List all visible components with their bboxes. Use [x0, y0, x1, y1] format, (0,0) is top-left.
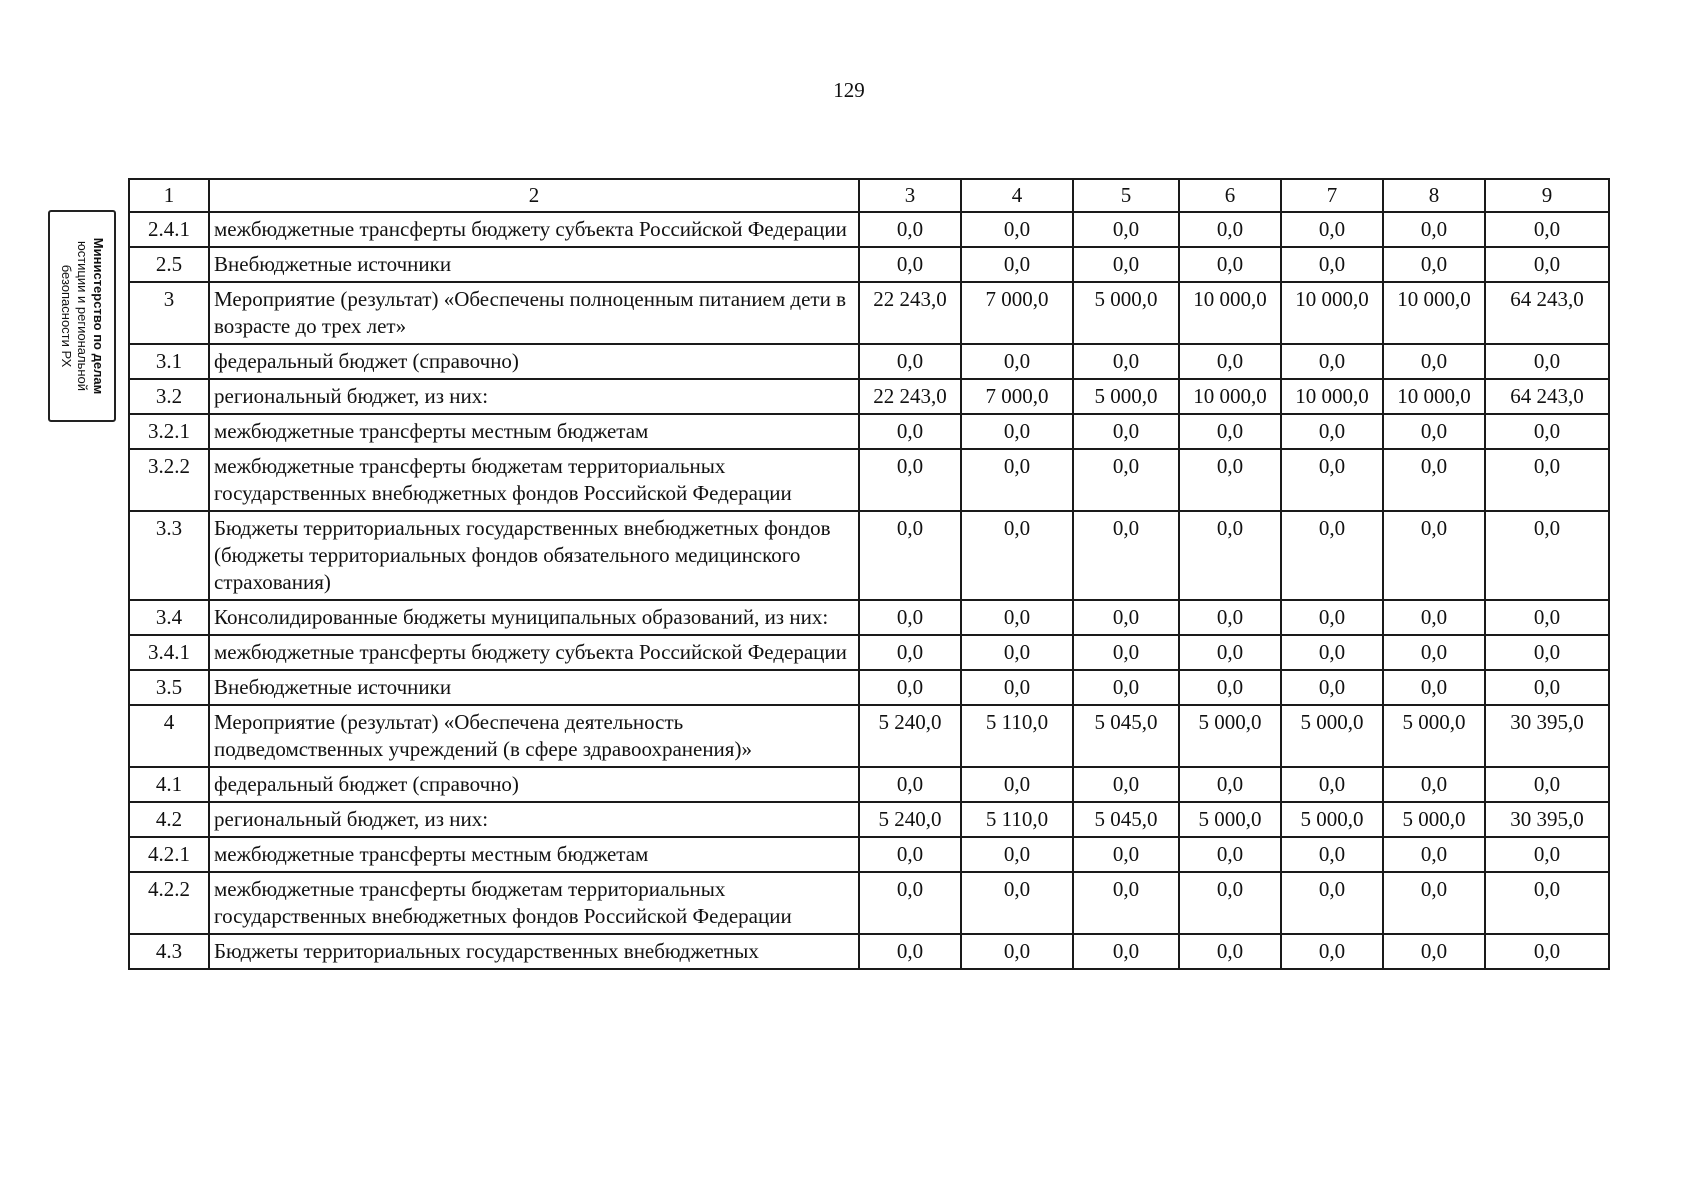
- row-number-cell: 3.2.2: [129, 449, 209, 511]
- row-name-cell: межбюджетные трансферты бюджету субъекта Российской Федерации: [209, 635, 859, 670]
- row-number-cell: 4: [129, 705, 209, 767]
- table-row: [129, 449, 1609, 511]
- value-cell: 0,0: [961, 872, 1073, 934]
- value-cell: 30 395,0: [1485, 802, 1609, 837]
- value-cell: 7 000,0: [961, 379, 1073, 414]
- value-cell: 0,0: [1179, 511, 1281, 600]
- value-cell: 0,0: [1485, 212, 1609, 247]
- row-name-cell: Бюджеты территориальных государственных внебюджетных фондов (бюджеты территориальных фондов обязательного медицинского страхования): [209, 511, 859, 600]
- value-cell: 0,0: [1179, 414, 1281, 449]
- table-row: [129, 212, 1609, 247]
- table-row: [129, 414, 1609, 449]
- value-cell: 5 000,0: [1179, 705, 1281, 767]
- row-number-cell: 3.5: [129, 670, 209, 705]
- row-number-cell: 4.2.2: [129, 872, 209, 934]
- table-row: [129, 600, 1609, 635]
- value-cell: 0,0: [1179, 212, 1281, 247]
- value-cell: 5 240,0: [859, 802, 961, 837]
- value-cell: 22 243,0: [859, 282, 961, 344]
- value-cell: 0,0: [1383, 872, 1485, 934]
- value-cell: 0,0: [1179, 872, 1281, 934]
- header-row: [129, 179, 1609, 212]
- value-cell: 0,0: [1073, 414, 1179, 449]
- value-cell: 0,0: [1073, 934, 1179, 969]
- column-header: 6: [1179, 179, 1281, 212]
- value-cell: 0,0: [859, 212, 961, 247]
- value-cell: 0,0: [1281, 635, 1383, 670]
- value-cell: 5 045,0: [1073, 802, 1179, 837]
- row-name-cell: межбюджетные трансферты бюджетам территориальных государственных внебюджетных фондов Российской Федерации: [209, 872, 859, 934]
- value-cell: 0,0: [961, 934, 1073, 969]
- value-cell: 0,0: [1485, 837, 1609, 872]
- stamp-line-1: Министерство по делам: [91, 237, 106, 395]
- value-cell: 0,0: [1281, 414, 1383, 449]
- value-cell: 0,0: [1485, 600, 1609, 635]
- value-cell: 0,0: [1383, 600, 1485, 635]
- value-cell: 0,0: [1281, 934, 1383, 969]
- value-cell: 0,0: [1485, 247, 1609, 282]
- table-row: [129, 705, 1609, 767]
- value-cell: 5 000,0: [1383, 705, 1485, 767]
- value-cell: 0,0: [1179, 635, 1281, 670]
- row-number-cell: 4.3: [129, 934, 209, 969]
- value-cell: 0,0: [1383, 212, 1485, 247]
- registration-stamp: [48, 210, 116, 422]
- table-row: [129, 872, 1609, 934]
- table-row: [129, 934, 1609, 969]
- value-cell: 7 000,0: [961, 282, 1073, 344]
- value-cell: 0,0: [1485, 414, 1609, 449]
- column-header: 2: [209, 179, 859, 212]
- value-cell: 0,0: [961, 212, 1073, 247]
- value-cell: 0,0: [1281, 344, 1383, 379]
- value-cell: 0,0: [1281, 449, 1383, 511]
- table-row: [129, 344, 1609, 379]
- value-cell: 0,0: [859, 872, 961, 934]
- value-cell: 0,0: [1485, 934, 1609, 969]
- value-cell: 5 110,0: [961, 802, 1073, 837]
- row-name-cell: Мероприятие (результат) «Обеспечены полноценным питанием дети в возрасте до трех лет»: [209, 282, 859, 344]
- value-cell: 0,0: [1073, 247, 1179, 282]
- value-cell: 0,0: [859, 449, 961, 511]
- column-header: 8: [1383, 179, 1485, 212]
- value-cell: 0,0: [1179, 344, 1281, 379]
- value-cell: 0,0: [1179, 449, 1281, 511]
- value-cell: 0,0: [1485, 670, 1609, 705]
- budget-table: [128, 178, 1610, 970]
- row-name-cell: Мероприятие (результат) «Обеспечена деятельность подведомственных учреждений (в сфере здравоохранения)»: [209, 705, 859, 767]
- table-row: [129, 379, 1609, 414]
- column-header: 4: [961, 179, 1073, 212]
- value-cell: 5 000,0: [1281, 802, 1383, 837]
- table-row: [129, 767, 1609, 802]
- value-cell: 0,0: [1281, 511, 1383, 600]
- value-cell: 10 000,0: [1179, 379, 1281, 414]
- value-cell: 0,0: [1179, 767, 1281, 802]
- row-number-cell: 3.3: [129, 511, 209, 600]
- value-cell: 0,0: [1179, 837, 1281, 872]
- value-cell: 0,0: [859, 934, 961, 969]
- value-cell: 5 000,0: [1281, 705, 1383, 767]
- value-cell: 0,0: [1383, 247, 1485, 282]
- value-cell: 0,0: [1383, 934, 1485, 969]
- column-header: 7: [1281, 179, 1383, 212]
- column-header: 9: [1485, 179, 1609, 212]
- value-cell: 0,0: [859, 837, 961, 872]
- table-row: [129, 635, 1609, 670]
- value-cell: 5 000,0: [1073, 282, 1179, 344]
- row-name-cell: региональный бюджет, из них:: [209, 802, 859, 837]
- table-row: [129, 511, 1609, 600]
- value-cell: 10 000,0: [1179, 282, 1281, 344]
- column-header: 5: [1073, 179, 1179, 212]
- value-cell: 0,0: [859, 344, 961, 379]
- row-number-cell: 3: [129, 282, 209, 344]
- value-cell: 0,0: [1383, 414, 1485, 449]
- value-cell: 0,0: [1073, 212, 1179, 247]
- value-cell: 0,0: [1179, 600, 1281, 635]
- row-name-cell: Консолидированные бюджеты муниципальных образований, из них:: [209, 600, 859, 635]
- value-cell: 0,0: [859, 635, 961, 670]
- table-row: [129, 282, 1609, 344]
- row-name-cell: межбюджетные трансферты бюджету субъекта Российской Федерации: [209, 212, 859, 247]
- value-cell: 0,0: [1485, 344, 1609, 379]
- value-cell: 5 000,0: [1383, 802, 1485, 837]
- value-cell: 5 000,0: [1073, 379, 1179, 414]
- table-row: [129, 837, 1609, 872]
- value-cell: 0,0: [1383, 837, 1485, 872]
- stamp-text: [58, 214, 106, 418]
- table-row: [129, 247, 1609, 282]
- value-cell: 0,0: [1383, 767, 1485, 802]
- value-cell: 30 395,0: [1485, 705, 1609, 767]
- value-cell: 0,0: [1383, 670, 1485, 705]
- value-cell: 0,0: [1281, 212, 1383, 247]
- value-cell: 10 000,0: [1281, 379, 1383, 414]
- table-body: [129, 212, 1609, 969]
- row-name-cell: межбюджетные трансферты местным бюджетам: [209, 837, 859, 872]
- value-cell: 0,0: [1281, 670, 1383, 705]
- value-cell: 0,0: [1179, 670, 1281, 705]
- row-name-cell: межбюджетные трансферты местным бюджетам: [209, 414, 859, 449]
- value-cell: 0,0: [1281, 767, 1383, 802]
- value-cell: 5 000,0: [1179, 802, 1281, 837]
- row-number-cell: 3.4.1: [129, 635, 209, 670]
- value-cell: 0,0: [961, 247, 1073, 282]
- value-cell: 0,0: [1073, 600, 1179, 635]
- row-number-cell: 2.4.1: [129, 212, 209, 247]
- value-cell: 0,0: [961, 600, 1073, 635]
- row-number-cell: 3.4: [129, 600, 209, 635]
- row-name-cell: федеральный бюджет (справочно): [209, 344, 859, 379]
- stamp-line-3: безопасности РХ: [59, 264, 74, 368]
- value-cell: 0,0: [1485, 767, 1609, 802]
- row-name-cell: межбюджетные трансферты бюджетам территориальных государственных внебюджетных фондов Российской Федерации: [209, 449, 859, 511]
- row-name-cell: Внебюджетные источники: [209, 247, 859, 282]
- value-cell: 0,0: [961, 767, 1073, 802]
- value-cell: 0,0: [961, 635, 1073, 670]
- value-cell: 0,0: [1485, 635, 1609, 670]
- value-cell: 5 240,0: [859, 705, 961, 767]
- row-name-cell: федеральный бюджет (справочно): [209, 767, 859, 802]
- value-cell: 5 110,0: [961, 705, 1073, 767]
- table-row: [129, 802, 1609, 837]
- value-cell: 0,0: [961, 449, 1073, 511]
- value-cell: 0,0: [859, 670, 961, 705]
- value-cell: 0,0: [1179, 934, 1281, 969]
- value-cell: 5 045,0: [1073, 705, 1179, 767]
- row-number-cell: 3.2.1: [129, 414, 209, 449]
- value-cell: 0,0: [1073, 872, 1179, 934]
- value-cell: 0,0: [1073, 767, 1179, 802]
- row-number-cell: 4.1: [129, 767, 209, 802]
- row-number-cell: 3.2: [129, 379, 209, 414]
- value-cell: 0,0: [961, 344, 1073, 379]
- value-cell: 64 243,0: [1485, 282, 1609, 344]
- value-cell: 0,0: [1073, 344, 1179, 379]
- value-cell: 0,0: [1281, 872, 1383, 934]
- table-row: [129, 670, 1609, 705]
- value-cell: 0,0: [1281, 247, 1383, 282]
- column-header: 1: [129, 179, 209, 212]
- row-number-cell: 4.2: [129, 802, 209, 837]
- value-cell: 0,0: [1073, 670, 1179, 705]
- value-cell: 0,0: [1383, 344, 1485, 379]
- value-cell: 0,0: [859, 767, 961, 802]
- value-cell: 0,0: [961, 414, 1073, 449]
- value-cell: 0,0: [1073, 635, 1179, 670]
- value-cell: 0,0: [1383, 635, 1485, 670]
- value-cell: 0,0: [859, 414, 961, 449]
- value-cell: 0,0: [1073, 511, 1179, 600]
- value-cell: 0,0: [961, 670, 1073, 705]
- value-cell: 0,0: [1281, 600, 1383, 635]
- row-name-cell: региональный бюджет, из них:: [209, 379, 859, 414]
- value-cell: 0,0: [961, 511, 1073, 600]
- row-name-cell: Внебюджетные источники: [209, 670, 859, 705]
- value-cell: 0,0: [859, 600, 961, 635]
- column-header: 3: [859, 179, 961, 212]
- value-cell: 10 000,0: [1383, 282, 1485, 344]
- value-cell: 0,0: [859, 247, 961, 282]
- value-cell: 0,0: [859, 511, 961, 600]
- value-cell: 0,0: [1281, 837, 1383, 872]
- row-number-cell: 3.1: [129, 344, 209, 379]
- value-cell: 0,0: [1179, 247, 1281, 282]
- value-cell: 10 000,0: [1383, 379, 1485, 414]
- value-cell: 0,0: [1383, 449, 1485, 511]
- value-cell: 0,0: [1485, 511, 1609, 600]
- value-cell: 22 243,0: [859, 379, 961, 414]
- stamp-line-2: юстиции и региональной: [75, 240, 90, 392]
- value-cell: 0,0: [1073, 837, 1179, 872]
- row-number-cell: 4.2.1: [129, 837, 209, 872]
- value-cell: 10 000,0: [1281, 282, 1383, 344]
- value-cell: 0,0: [1485, 872, 1609, 934]
- value-cell: 0,0: [961, 837, 1073, 872]
- value-cell: 0,0: [1073, 449, 1179, 511]
- row-number-cell: 2.5: [129, 247, 209, 282]
- page-number: 129: [833, 78, 865, 102]
- value-cell: 0,0: [1485, 449, 1609, 511]
- value-cell: 0,0: [1383, 511, 1485, 600]
- row-name-cell: Бюджеты территориальных государственных внебюджетных: [209, 934, 859, 969]
- value-cell: 64 243,0: [1485, 379, 1609, 414]
